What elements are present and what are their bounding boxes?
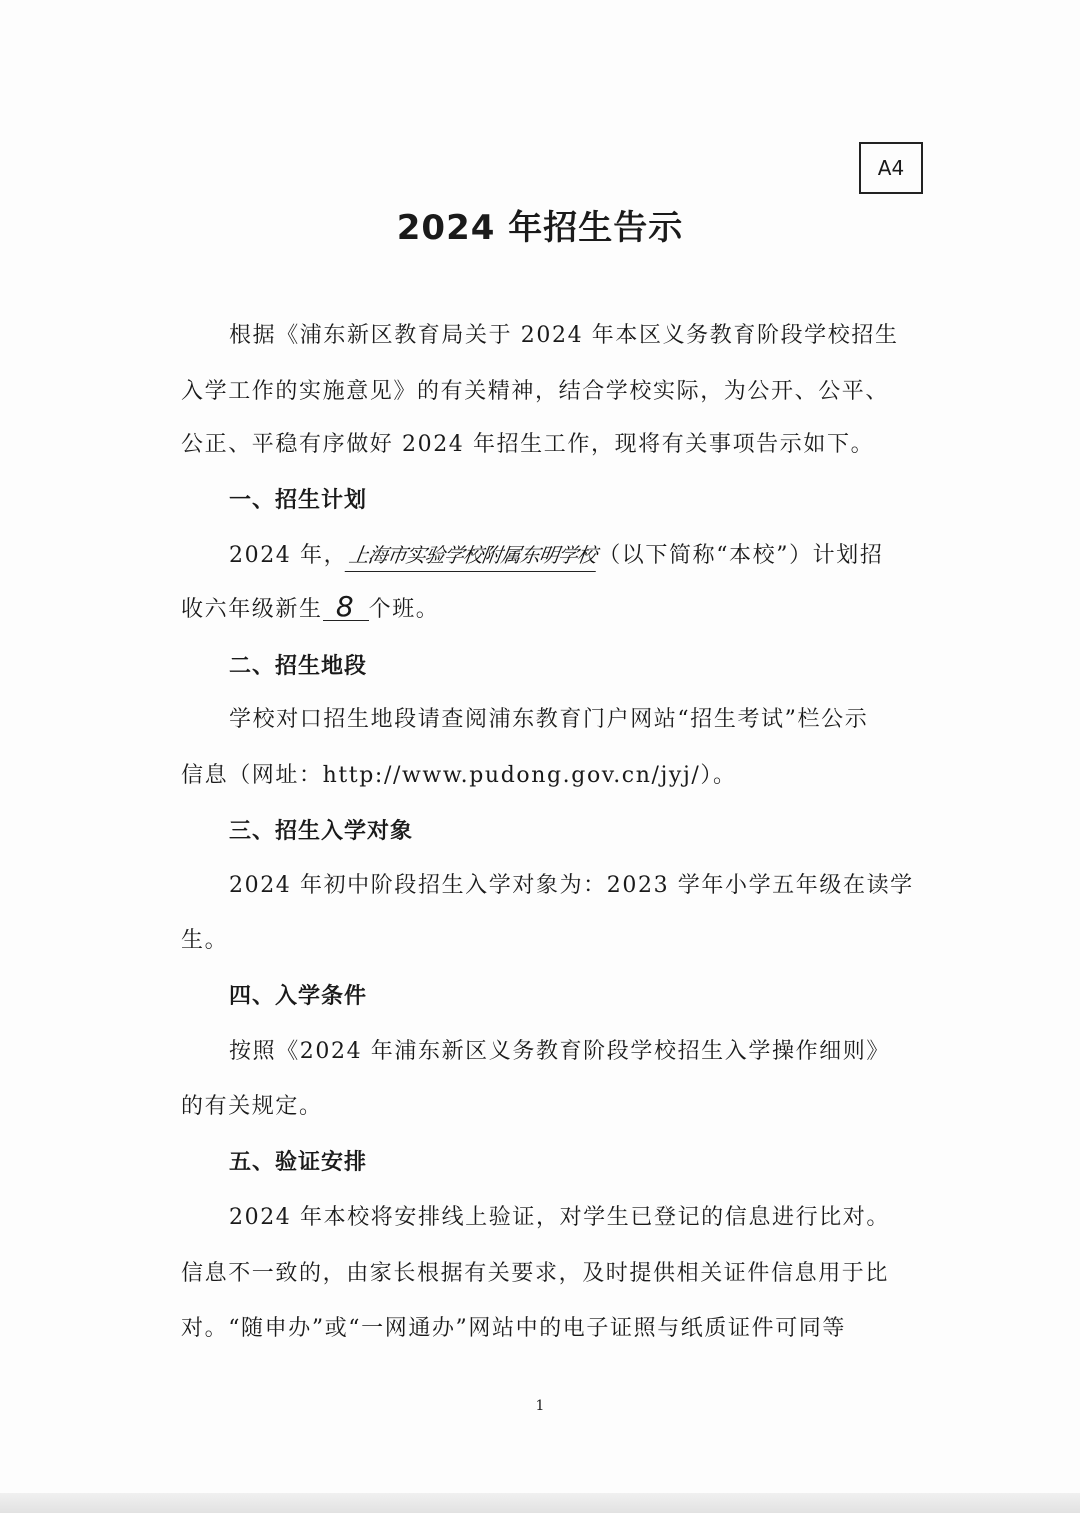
page-number: 1 bbox=[535, 1398, 545, 1414]
section-3-line-1: 2024 年初中阶段招生入学对象为：2023 学年小学五年级在读学 bbox=[229, 873, 914, 898]
corner-label-box: A4 bbox=[859, 142, 923, 194]
section-2-line-2: 信息（网址：http://www.pudong.gov.cn/jyj/）。 bbox=[181, 763, 737, 788]
handwritten-class-count: 8 bbox=[323, 594, 369, 621]
intro-line-2: 入学工作的实施意见》的有关精神，结合学校实际，为公开、公平、 bbox=[181, 379, 890, 404]
section-1-line-2-prefix: 收六年级新生 bbox=[181, 597, 323, 622]
section-1-line-1 bbox=[229, 539, 921, 572]
section-1-line-2-suffix: 个班。 bbox=[368, 597, 440, 622]
intro-line-3: 公正、平稳有序做好 2024 年招生工作，现将有关事项告示如下。 bbox=[181, 432, 875, 457]
section-4-line-1: 按照《2024 年浦东新区义务教育阶段学校招生入学操作细则》 bbox=[229, 1039, 890, 1064]
document-title: 2024 年招生告示 bbox=[396, 208, 684, 248]
section-5-line-2: 信息不一致的，由家长根据有关要求，及时提供相关证件信息用于比 bbox=[181, 1261, 890, 1286]
section-1-line-1-prefix: 2024 年， bbox=[229, 543, 348, 568]
handwritten-school-name: 上海市实验学校附属东明学校 bbox=[345, 539, 601, 572]
section-1-line-2 bbox=[181, 590, 921, 626]
section-2-line-1: 学校对口招生地段请查阅浦东教育门户网站“招生考试”栏公示 bbox=[229, 707, 869, 732]
section-5-heading: 五、验证安排 bbox=[229, 1150, 368, 1175]
section-2-heading: 二、招生地段 bbox=[229, 654, 368, 679]
section-4-line-2: 的有关规定。 bbox=[181, 1094, 323, 1119]
intro-line-1: 根据《浦东新区教育局关于 2024 年本区义务教育阶段学校招生 bbox=[229, 323, 899, 348]
section-5-line-1: 2024 年本校将安排线上验证，对学生已登记的信息进行比对。 bbox=[229, 1205, 890, 1230]
section-5-line-3: 对。“随申办”或“一网通办”网站中的电子证照与纸质证件可同等 bbox=[181, 1316, 846, 1341]
page-bottom-edge bbox=[0, 1493, 1080, 1513]
section-1-heading: 一、招生计划 bbox=[229, 488, 368, 513]
section-3-heading: 三、招生入学对象 bbox=[229, 819, 414, 844]
section-4-heading: 四、入学条件 bbox=[229, 984, 368, 1009]
section-3-line-2: 生。 bbox=[181, 928, 229, 953]
section-1-line-1-suffix: （以下简称“本校”）计划招 bbox=[598, 543, 884, 568]
